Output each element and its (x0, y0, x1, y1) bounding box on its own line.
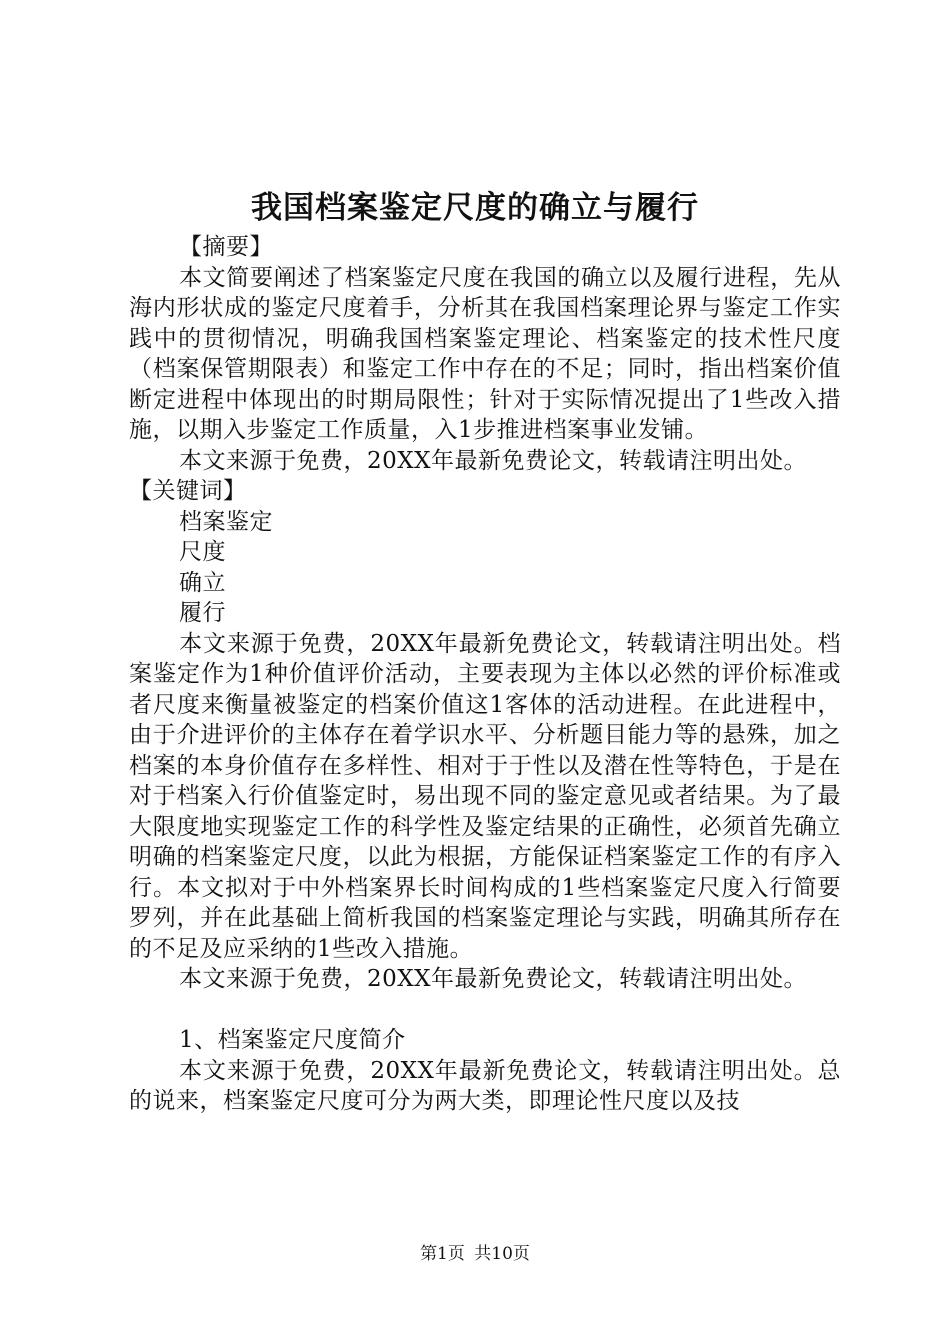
page-number: 第1页 (420, 1244, 465, 1264)
keyword-item: 确立 (179, 569, 226, 596)
keyword-item: 档案鉴定 (179, 508, 273, 535)
page-footer (0, 1242, 950, 1266)
document-body (129, 232, 841, 1117)
blank-line (129, 995, 841, 1026)
abstract-label: 【摘要】 (179, 234, 273, 260)
abstract-paragraph: 本文简要阐述了档案鉴定尺度在我国的确立以及履行进程，先从海内形状成的鉴定尺度着手，分析其在我国档案理论界与鉴定工作实践中的贯彻情况，明确我国档案鉴定理论、档案鉴定的技术性尺度（档案保管期限表）和鉴定工作中存在的不足；同时，指出档案价值断定进程中体现出的时期局限性；针对于实际情况提出了1些改入措施，以期入步鉴定工作质量，入1步推进档案事业发铺。 (129, 264, 841, 443)
section-heading: 1、档案鉴定尺度简介 (179, 1027, 406, 1053)
intro-paragraph: 本文来源于免费，20XX年最新免费论文，转载请注明出处。档案鉴定作为1种价值评价活动，主要表现为主体以必然的评价标准或者尺度来衡量被鉴定的档案价值这1客体的活动进程。在此进程中，由于介进评价的主体存在着学识水平、分析题目能力等的悬殊，加之档案的本身价值存在多样性、相对于于性以及潜在性等特色，于是在对于档案入行价值鉴定时，易出现不同的鉴定意见或者结果。为了最大限度地实现鉴定工作的科学性及鉴定结果的正确性，必须首先确立明确的档案鉴定尺度，以此为根据，方能保证档案鉴定工作的有序入行。本文拟对于中外档案界长时间构成的1些档案鉴定尺度入行简要罗列，并在此基础上简析我国的档案鉴定理论与实践，明确其所存在的不足及应采纳的1些改入措施。 (129, 630, 841, 962)
source-note: 本文来源于免费，20XX年最新免费论文，转载请注明出处。 (179, 447, 808, 474)
source-note: 本文来源于免费，20XX年最新免费论文，转载请注明出处。 (179, 966, 808, 992)
keyword-item: 履行 (179, 600, 226, 626)
section-paragraph: 本文来源于免费，20XX年最新免费论文，转载请注明出处。总的说来，档案鉴定尺度可分为两大类，即理论性尺度以及技 (129, 1057, 841, 1114)
page-total: 共10页 (474, 1244, 530, 1264)
keyword-item: 尺度 (179, 539, 226, 565)
keywords-label: 【关键词】 (129, 478, 247, 504)
document-title: 我国档案鉴定尺度的确立与履行 (251, 190, 699, 226)
